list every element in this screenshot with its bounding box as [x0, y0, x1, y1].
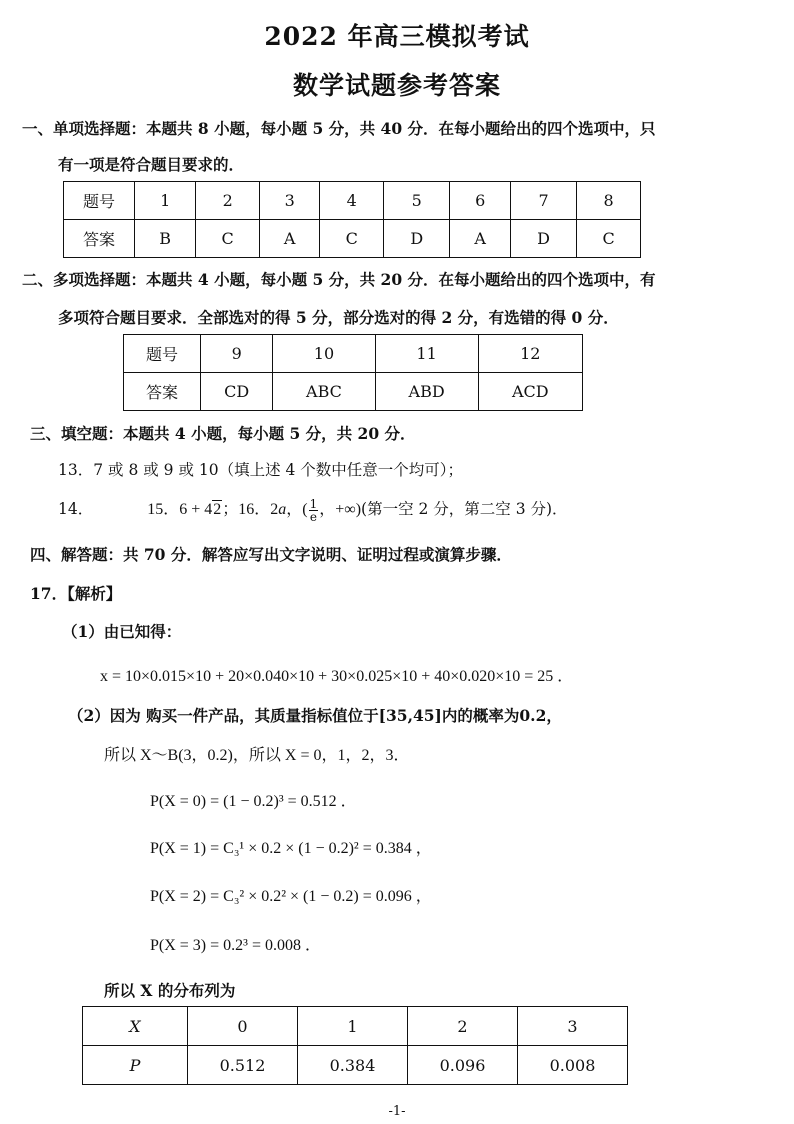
page-number: -1-	[388, 1104, 406, 1119]
table-cell: C	[196, 220, 260, 258]
q16-fraction	[309, 498, 319, 523]
table-cell: 2	[196, 182, 260, 220]
q17-part2-so: 所以 X～B(3，0.2)，所以 X = 0，1，2，3．	[104, 747, 410, 764]
q14-16-answers	[58, 496, 568, 523]
table-row	[64, 182, 641, 220]
table-cell: 0.008	[518, 1046, 628, 1085]
q16-frac-den: e	[309, 509, 317, 524]
table-cell: 5	[384, 182, 450, 220]
dist-intro: 所以 X 的分布列为	[104, 981, 236, 1000]
table-cell: CD	[201, 373, 273, 411]
page-subtitle: 数学试题参考答案	[292, 71, 501, 100]
table-cell: 3	[518, 1007, 628, 1046]
table-cell: D	[384, 220, 450, 258]
section3-heading: 三、填空题：本题共 4 小题，每小题 5 分，共 20 分．	[30, 424, 416, 443]
table-row	[83, 1046, 628, 1085]
section1-answer-table	[63, 181, 641, 258]
q17-part2-line: （2）因为 购买一件产品，其质量指标值位于[35,45]内的概率为0.2，	[68, 706, 562, 725]
table-cell: 1	[135, 182, 196, 220]
table-row	[124, 335, 583, 373]
table-cell: 8	[577, 182, 641, 220]
distribution-table	[82, 1006, 628, 1085]
table-cell: 0	[188, 1007, 298, 1046]
q14-label: 14．	[58, 500, 94, 518]
table-cell: 4	[320, 182, 384, 220]
q16-close: ，+∞)	[319, 501, 362, 518]
table-cell: 10	[273, 335, 375, 373]
table-row	[64, 220, 641, 258]
table-cell: C	[320, 220, 384, 258]
table-cell: 7	[510, 182, 576, 220]
q17-part1-formula: x = 10×0.015×10 + 20×0.040×10 + 30×0.025×10 + 40×0.020×10 = 25 ．	[100, 668, 574, 685]
section4-heading: 四、解答题：共 70 分．解答应写出文字说明、证明过程或演算步骤．	[30, 545, 512, 564]
table-cell: ABD	[375, 373, 478, 411]
q13-answer: 13．7 或 8 或 9 或 10（填上述 4 个数中任意一个均可）；	[58, 461, 464, 479]
table-cell-label: P	[83, 1046, 188, 1085]
table-row	[124, 373, 583, 411]
table-cell: 0.096	[408, 1046, 518, 1085]
prob-x1: P(X = 1) = C₃¹ × 0.2 × (1 − 0.2)² = 0.384 ，	[150, 840, 432, 857]
q16-var: a	[278, 501, 287, 518]
page-title: 2022 年高三模拟考试	[264, 22, 530, 51]
table-cell: ACD	[478, 373, 582, 411]
section1-heading: 一、单项选择题：本题共 8 小题，每小题 5 分，共 40 分．在每小题给出的四个选项中，只	[22, 119, 656, 138]
prob-x0: P(X = 0) = (1 − 0.2)³ = 0.512 ．	[150, 793, 357, 810]
q16-frac-num: 1	[309, 496, 318, 511]
table-cell: D	[510, 220, 576, 258]
table-cell: ABC	[273, 373, 375, 411]
table-cell-label: 答案	[124, 373, 201, 411]
table-cell: A	[260, 220, 320, 258]
table-cell: 0.512	[188, 1046, 298, 1085]
table-cell: 2	[408, 1007, 518, 1046]
table-cell-label: 题号	[64, 182, 135, 220]
q16-prefix: ；16．2	[222, 501, 279, 518]
table-row	[83, 1007, 628, 1046]
table-cell: A	[450, 220, 510, 258]
table-cell: 0.384	[298, 1046, 408, 1085]
table-cell-label: 题号	[124, 335, 201, 373]
table-cell: B	[135, 220, 196, 258]
q16-open: ，(	[286, 501, 308, 518]
table-cell: C	[577, 220, 641, 258]
table-cell-label: 答案	[64, 220, 135, 258]
table-cell-label: X	[83, 1007, 188, 1046]
q15-root: 2	[213, 501, 222, 518]
q15-text: 15．6 + 4	[147, 501, 213, 518]
q17-label: 17．【解析】	[30, 584, 122, 603]
section1-heading-cont: 有一项是符合题目要求的．	[58, 155, 245, 174]
q16-note: (第一空 2 分，第二空 3 分)．	[361, 500, 568, 518]
table-cell: 1	[298, 1007, 408, 1046]
prob-x3: P(X = 3) = 0.2³ = 0.008 ．	[150, 937, 321, 954]
section2-heading: 二、多项选择题：本题共 4 小题，每小题 5 分，共 20 分．在每小题给出的四个选项中，有	[22, 270, 656, 289]
section2-answer-table	[123, 334, 583, 411]
table-cell: 9	[201, 335, 273, 373]
table-cell: 12	[478, 335, 582, 373]
q17-part1-label: （1）由已知得：	[62, 622, 182, 641]
table-cell: 6	[450, 182, 510, 220]
table-cell: 3	[260, 182, 320, 220]
table-cell: 11	[375, 335, 478, 373]
section2-heading-cont: 多项符合题目要求．全部选对的得 5 分，部分选对的得 2 分，有选错的得 0 分．	[58, 308, 619, 327]
prob-x2: P(X = 2) = C₃² × 0.2² × (1 − 0.2) = 0.096 ，	[150, 888, 432, 905]
